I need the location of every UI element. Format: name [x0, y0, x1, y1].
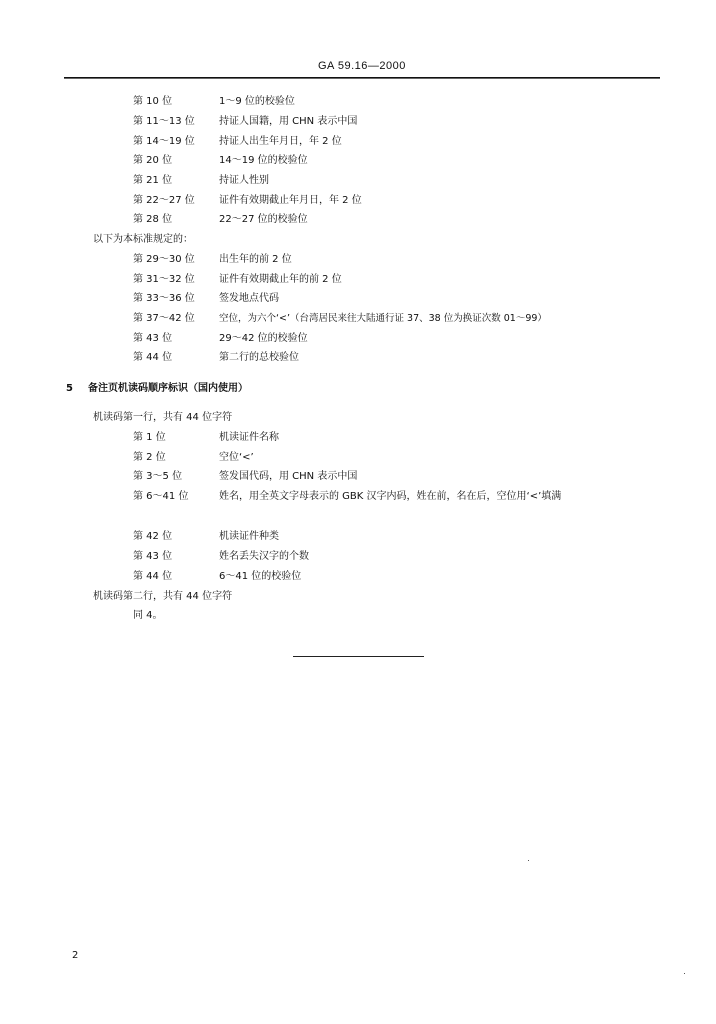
position-label: 第 10 位: [133, 96, 173, 107]
position-label: 第 28 位: [133, 214, 173, 225]
position-description: 证件有效期截止年的前 2 位: [219, 274, 342, 285]
position-label: 第 1 位: [133, 432, 166, 443]
position-label: 第 43 位: [133, 551, 173, 562]
scan-speck: [684, 973, 685, 974]
position-description: 机读证件种类: [219, 531, 279, 542]
position-label: 第 6～41 位: [133, 491, 189, 502]
section-title: 备注页机读码顺序标识（国内使用）: [88, 383, 248, 394]
line2-same-text: 同 4。: [133, 610, 163, 621]
position-label: 第 43 位: [133, 333, 173, 344]
scan-speck: [528, 860, 529, 861]
page-number: 2: [72, 950, 79, 961]
position-label: 第 42 位: [133, 531, 173, 542]
position-description: 第二行的总校验位: [219, 352, 299, 363]
position-description: 29～42 位的校验位: [219, 333, 308, 344]
position-description: 持证人出生年月日，年 2 位: [219, 136, 342, 147]
position-label: 第 3～5 位: [133, 471, 183, 482]
standard-note-text: 以下为本标准规定的：: [93, 234, 193, 245]
position-description: 14～19 位的校验位: [219, 155, 308, 166]
position-description: 机读证件名称: [219, 432, 279, 443]
page-header: [0, 60, 716, 80]
end-rule: [293, 656, 424, 657]
position-label: 第 29～30 位: [133, 254, 195, 265]
position-description: 姓名，用全英文字母表示的 GBK 汉字内码，姓在前，名在后，空位用‘<’填满: [219, 491, 562, 502]
position-label: 第 20 位: [133, 155, 173, 166]
position-description: 1～9 位的校验位: [219, 96, 295, 107]
position-description: 空位‘<’: [219, 452, 254, 463]
position-label: 第 37～42 位: [133, 313, 195, 324]
section-number: 5: [66, 383, 73, 394]
position-description: 持证人国籍，用 CHN 表示中国: [219, 116, 358, 127]
position-label: 第 44 位: [133, 571, 173, 582]
position-description: 22～27 位的校验位: [219, 214, 308, 225]
position-label: 第 14～19 位: [133, 136, 195, 147]
line2-intro-text: 机读码第二行，共有 44 位字符: [93, 591, 233, 602]
position-label: 第 22～27 位: [133, 195, 195, 206]
position-description: 6～41 位的校验位: [219, 571, 302, 582]
position-description: 持证人性别: [219, 175, 269, 186]
position-label: 第 33～36 位: [133, 293, 195, 304]
position-description: 签发国代码，用 CHN 表示中国: [219, 471, 358, 482]
line1-intro-text: 机读码第一行，共有 44 位字符: [93, 412, 233, 423]
document-code: GA 59.16—2000: [318, 60, 406, 72]
position-description: 证件有效期截止年月日，年 2 位: [219, 195, 362, 206]
position-label: 第 44 位: [133, 352, 173, 363]
position-description: 姓名丢失汉字的个数: [219, 551, 309, 562]
position-label: 第 21 位: [133, 175, 173, 186]
header-rule: [64, 77, 660, 79]
position-description: 签发地点代码: [219, 293, 279, 304]
position-description: 空位，为六个‘<’（台湾居民来往大陆通行证 37、38 位为换证次数 01～99）: [219, 313, 547, 324]
position-description: 出生年的前 2 位: [219, 254, 292, 265]
position-label: 第 11～13 位: [133, 116, 195, 127]
position-label: 第 31～32 位: [133, 274, 195, 285]
position-label: 第 2 位: [133, 452, 166, 463]
